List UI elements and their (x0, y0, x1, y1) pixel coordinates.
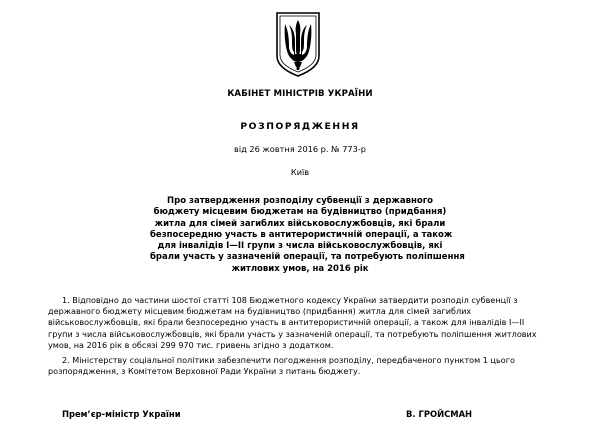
paragraph-line: державного бюджету місцевим бюджетам на будівництво (придбання) житла для сімей загиблих (48, 306, 472, 317)
paragraph-line: 1. Відповідно до частини шостої статті 108 Бюджетного кодексу України затвердити розподіл субвенції з (62, 295, 518, 305)
document-title (150, 196, 465, 275)
title-line: житла для сімей загиблих військовослужбовців, які брали (154, 218, 446, 229)
paragraph-2 (48, 355, 568, 377)
title-line: для інвалідів I—II групи з числа військовослужбовців, які (157, 241, 443, 252)
title-line: Про затвердження розподілу субвенції з державного (167, 196, 433, 206)
paragraph-line: умов, на 2016 рік в обсязі 299 970 тис. гривень згідно з додатком. (48, 339, 334, 350)
paragraph-line: групи з числа військовослужбовців, які брали участь у зазначеній операції, та потребують поліпшення житлових (48, 328, 537, 339)
title-line: безпосередню участь в антитерористичній операції, а також (150, 229, 453, 240)
paragraph-line: розпорядження, з Комітетом Верховної Ради України з питань бюджету. (48, 366, 361, 377)
title-line: житлових умов, на 2016 рік (231, 263, 369, 274)
paragraph-line: 2. Міністерству соціальної політики забезпечити погодження розподілу, передбаченого пунктом 1 цього (62, 355, 515, 365)
document-type: РОЗПОРЯДЖЕННЯ (240, 121, 360, 132)
ukraine-trident-emblem-icon (274, 10, 322, 78)
document-city: Київ (290, 167, 310, 177)
document-date-number: від 26 жовтня 2016 р. № 773-р (234, 144, 366, 154)
title-line: брали участь у зазначеній операції, та потребують поліпшення (150, 252, 465, 263)
paragraph-1 (48, 295, 568, 351)
title-line: бюджету місцевим бюджетам на будівництво (придбання) (153, 207, 447, 218)
signatory-name: В. ГРОЙСМАН (406, 409, 473, 419)
signatory-role: Прем’єр-міністр України (62, 409, 181, 419)
paragraph-line: військовослужбовців, які брали безпосередню участь в антитерористичній операції, а також для інвалідів I—II (48, 317, 525, 328)
issuing-authority: КАБІНЕТ МІНІСТРІВ УКРАЇНИ (227, 89, 373, 99)
